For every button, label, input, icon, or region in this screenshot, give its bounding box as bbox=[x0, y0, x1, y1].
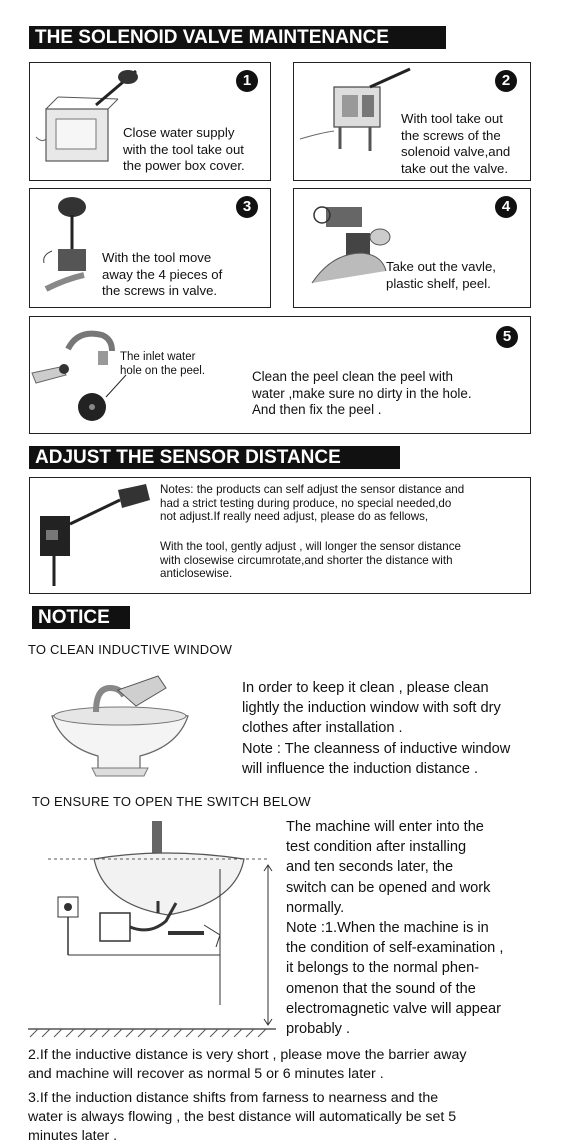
step-3-number: 3 bbox=[236, 196, 258, 218]
section-title-solenoid: THE SOLENOID VALVE MAINTENANCE bbox=[29, 26, 446, 49]
switch-text-line: normally. bbox=[286, 899, 345, 916]
sensor-tool-text bbox=[160, 540, 461, 581]
step-5-label-line: The inlet water bbox=[120, 351, 196, 363]
clean-window-text bbox=[242, 678, 510, 779]
step-2-line: the screws of the bbox=[401, 127, 501, 143]
step-2-text bbox=[401, 111, 510, 177]
sensor-tool-line: anticlosewise. bbox=[160, 567, 233, 581]
step-3-box bbox=[29, 188, 271, 308]
step-5-box bbox=[29, 316, 531, 434]
step-5-number: 5 bbox=[496, 326, 518, 348]
sensor-notes bbox=[160, 483, 464, 524]
step-5-label-line: hole on the peel. bbox=[120, 364, 206, 377]
step-3-text bbox=[102, 250, 222, 300]
step-2-line: With tool take out bbox=[401, 111, 503, 126]
step-4-box bbox=[293, 188, 531, 308]
step-1-line: with the tool take out bbox=[123, 141, 244, 157]
note-3-line: water is always flowing , the best distance will automatically be set 5 bbox=[28, 1109, 457, 1125]
step-4-number: 4 bbox=[495, 196, 517, 218]
section-title-sensor: ADJUST THE SENSOR DISTANCE bbox=[29, 446, 400, 469]
step-2-illustration bbox=[300, 69, 410, 159]
sensor-illustration bbox=[34, 480, 154, 590]
step-4-text bbox=[386, 259, 496, 292]
sensor-tool-line: With the tool, gently adjust , will longer the sensor distance bbox=[160, 540, 461, 553]
switch-text bbox=[286, 817, 503, 1039]
step-4-line: plastic shelf, peel. bbox=[386, 275, 491, 291]
step-5-illustration bbox=[32, 321, 132, 431]
note-2-line: 2.If the inductive distance is very short , please move the barrier away bbox=[28, 1047, 467, 1063]
step-1-text bbox=[123, 125, 245, 175]
switch-text-line: electromagnetic valve will appear bbox=[286, 1000, 501, 1017]
step-5-line: Clean the peel clean the peel with bbox=[252, 369, 453, 384]
switch-text-line: test condition after installing bbox=[286, 839, 467, 856]
step-2-number: 2 bbox=[495, 70, 517, 92]
step-5-label bbox=[120, 351, 205, 378]
basin-cleaning-illustration bbox=[48, 672, 188, 782]
switch-text-line: the condition of self-examination , bbox=[286, 940, 504, 957]
note-3-text bbox=[28, 1089, 456, 1146]
sensor-notes-line: Notes: the products can self adjust the sensor distance and bbox=[160, 483, 465, 496]
step-1-box bbox=[29, 62, 271, 181]
clean-text-line: clothes after installation . bbox=[242, 720, 403, 737]
step-3-illustration bbox=[38, 193, 98, 303]
step-2-box bbox=[293, 62, 531, 181]
installation-diagram bbox=[28, 815, 278, 1035]
clean-window-heading: TO CLEAN INDUCTIVE WINDOW bbox=[28, 642, 233, 657]
clean-text-line: Note : The cleanness of inductive window bbox=[242, 740, 511, 757]
step-5-text bbox=[252, 369, 472, 419]
step-1-line: the power box cover. bbox=[123, 158, 245, 173]
note-3-line: minutes later . bbox=[28, 1128, 118, 1144]
clean-text-line: will influence the induction distance . bbox=[242, 760, 479, 777]
note-2-line: and machine will recover as normal 5 or 6 minutes later . bbox=[28, 1066, 384, 1082]
switch-text-line: Note :1.When the machine is in bbox=[286, 920, 489, 937]
step-5-line: And then fix the peel . bbox=[252, 402, 382, 418]
step-1-line: Close water supply bbox=[123, 125, 235, 140]
switch-text-line: probably . bbox=[286, 1021, 351, 1038]
switch-text-line: switch can be opened and work bbox=[286, 879, 491, 896]
clean-text-line: lightly the induction window with soft dry bbox=[242, 700, 501, 717]
clean-text-line: In order to keep it clean , please clean bbox=[242, 680, 489, 696]
step-5-line: water ,make sure no dirty in the hole. bbox=[252, 385, 472, 401]
step-3-line: the screws in valve. bbox=[102, 283, 218, 298]
sensor-tool-line: with closewise circumrotate,and shorter the distance with bbox=[160, 553, 453, 567]
note-3-line: 3.If the induction distance shifts from farness to nearness and the bbox=[28, 1090, 439, 1106]
note-2-text bbox=[28, 1046, 466, 1084]
step-2-line: take out the valve. bbox=[401, 160, 509, 176]
step-3-line: away the 4 pieces of bbox=[102, 266, 223, 282]
switch-text-line: omenon that the sound of the bbox=[286, 980, 476, 997]
step-4-line: Take out the vavle, bbox=[386, 259, 496, 274]
switch-text-line: The machine will enter into the bbox=[286, 819, 484, 835]
switch-text-line: and ten seconds later, the bbox=[286, 859, 454, 876]
switch-heading: TO ENSURE TO OPEN THE SWITCH BELOW bbox=[32, 794, 311, 809]
section-title-notice: NOTICE bbox=[32, 606, 130, 629]
step-1-number: 1 bbox=[236, 70, 258, 92]
step-1-illustration bbox=[36, 67, 136, 167]
step-2-line: solenoid valve,and bbox=[401, 144, 511, 159]
step-4-illustration bbox=[302, 193, 397, 303]
step-3-line: With the tool move bbox=[102, 250, 212, 265]
sensor-notes-line: had a strict testing during produce, no special needed,do bbox=[160, 496, 452, 510]
sensor-notes-line: not adjust.If really need adjust, please do as fellows, bbox=[160, 510, 429, 524]
switch-text-line: it belongs to the normal phen- bbox=[286, 960, 480, 977]
sensor-box bbox=[29, 477, 531, 594]
